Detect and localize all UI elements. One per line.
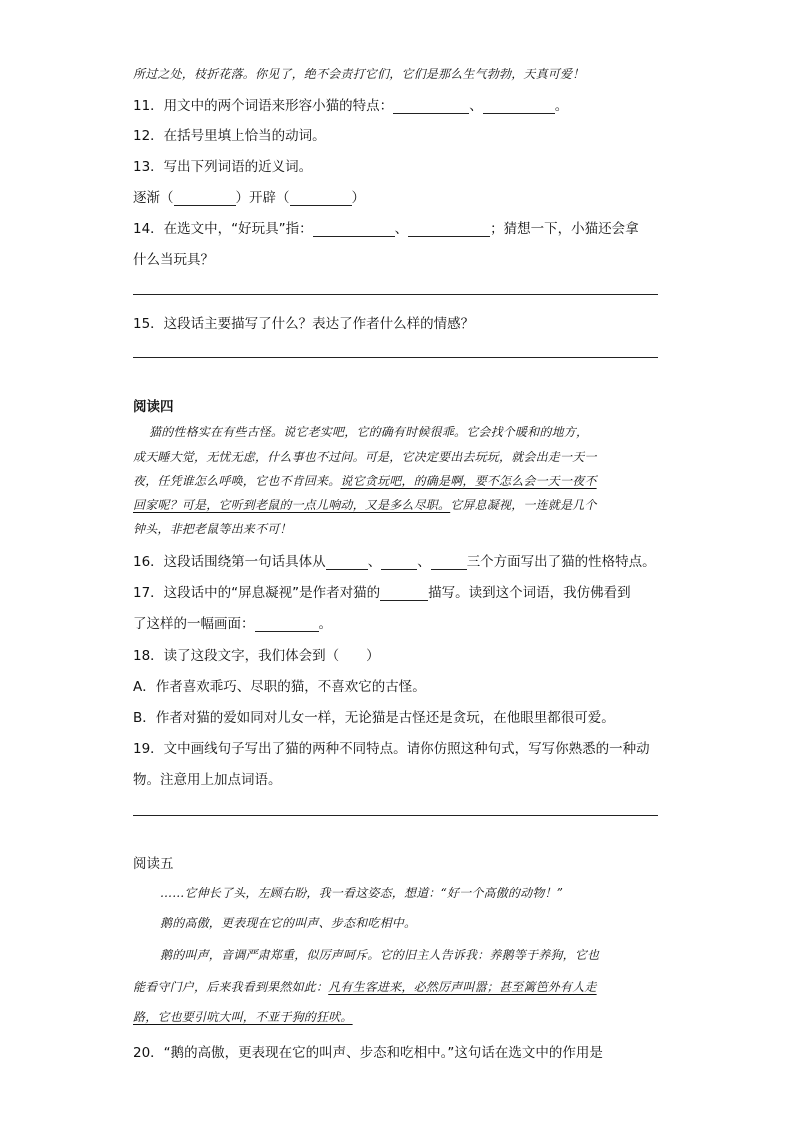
passage-text: 它屏息凝视，一连就是几个 xyxy=(450,498,597,512)
passage-text: 夜，任凭谁怎么呼唤，它也不肯回来。 xyxy=(133,474,341,488)
question-14 xyxy=(133,217,639,237)
question-18: 18．读了这段文字，我们体会到（ ） xyxy=(133,648,380,664)
separator: 、 xyxy=(394,221,409,237)
punct: 。 xyxy=(318,616,332,632)
synonym-row xyxy=(133,186,365,206)
question-20: 20．“鹅的高傲，更表现在它的叫声、步态和吃相中。”这句话在选文中的作用是 xyxy=(133,1045,603,1061)
passage-line xyxy=(133,496,597,513)
answer-blank[interactable] xyxy=(326,555,368,570)
underlined-sentence: 说它贪玩吧，的确是啊，要不怎么会一天一夜不 xyxy=(340,474,597,488)
question-16 xyxy=(133,550,656,570)
question-text: 11．用文中的两个词语来形容小猫的特点： xyxy=(133,98,394,114)
question-text: 描写。读到这个词语，我仿佛看到 xyxy=(428,585,631,601)
question-text: 17．这段话中的“屏息凝视”是作者对猫的 xyxy=(133,585,381,601)
punct: 。 xyxy=(554,98,569,114)
passage-line: 鹅的高傲，更表现在它的叫声、步态和吃相中。 xyxy=(160,916,417,930)
answer-blank[interactable] xyxy=(174,191,236,206)
answer-blank[interactable] xyxy=(380,586,428,601)
answer-line[interactable] xyxy=(133,815,658,816)
word-label: 逐渐（ xyxy=(133,190,174,206)
question-13: 13．写出下列词语的近义词。 xyxy=(133,159,313,175)
answer-blank[interactable] xyxy=(431,555,467,570)
separator: 、 xyxy=(367,554,382,570)
answer-blank[interactable] xyxy=(483,99,555,114)
question-19-line2: 物。注意用上加点词语。 xyxy=(133,772,282,788)
question-17-line2 xyxy=(133,612,332,632)
passage-line xyxy=(133,1008,353,1025)
question-17 xyxy=(133,581,631,601)
passage-line: ……它伸长了头，左顾右盼，我一看这姿态，想道：“好一个高傲的动物！” xyxy=(160,886,564,900)
question-text: 了这样的一幅画面： xyxy=(133,616,255,632)
underlined-sentence: 路，它也要引吭大叫，不亚于狗的狂吠。 xyxy=(133,1010,353,1024)
passage-line xyxy=(133,978,597,995)
answer-line[interactable] xyxy=(133,357,658,358)
question-text: ；猜想一下，小猫还会拿 xyxy=(490,221,639,237)
choice-a[interactable]: A．作者喜欢乖巧、尽职的猫，不喜欢它的古怪。 xyxy=(133,679,426,695)
separator: 、 xyxy=(469,98,483,114)
passage-line: 钟头，非把老鼠等出来不可！ xyxy=(133,522,292,536)
answer-blank[interactable] xyxy=(408,222,490,237)
answer-line[interactable] xyxy=(133,294,658,295)
answer-blank[interactable] xyxy=(381,555,417,570)
section-title: 阅读五 xyxy=(133,856,174,872)
question-text: 14．在选文中，“好玩具”指： xyxy=(133,221,313,237)
passage-line: 成天睡大觉，无忧无虑，什么事也不过问。可是，它决定要出去玩玩，就会出走一天一 xyxy=(133,450,597,464)
answer-blank[interactable] xyxy=(255,617,319,632)
question-19: 19．文中画线句子写出了猫的两种不同特点。请你仿照这种句式，写写你熟悉的一种动 xyxy=(133,741,650,757)
paren: ） xyxy=(235,190,249,206)
question-14-line2: 什么当玩具？ xyxy=(133,252,214,268)
question-text: 三个方面写出了猫的性格特点。 xyxy=(466,554,656,570)
answer-blank[interactable] xyxy=(290,191,352,206)
answer-blank[interactable] xyxy=(393,99,469,114)
paren: ） xyxy=(351,190,365,206)
question-11 xyxy=(133,94,568,114)
passage-line: 猫的性格实在有些古怪。说它老实吧，它的确有时候很乖。它会找个暖和的地方， xyxy=(149,425,589,439)
question-15: 15．这段话主要描写了什么？表达了作者什么样的情感？ xyxy=(133,316,475,332)
word-label: 开辟（ xyxy=(249,190,290,206)
passage-line xyxy=(133,472,597,489)
passage-line: 鹅的叫声，音调严肃郑重，似厉声呵斥。它的旧主人告诉我：养鹅等于养狗，它也 xyxy=(160,948,600,962)
section-title: 阅读四 xyxy=(133,399,174,415)
separator: 、 xyxy=(417,554,431,570)
underlined-sentence: 凡有生客进来，必然厉声叫嚣；甚至篱笆外有人走 xyxy=(328,980,597,994)
question-12: 12．在括号里填上恰当的动词。 xyxy=(133,128,326,144)
passage-text: 能看守门户，后来我看到果然如此： xyxy=(133,980,329,994)
choice-b[interactable]: B．作者对猫的爱如同对儿女一样，无论猫是古怪还是贪玩，在他眼里都很可爱。 xyxy=(133,710,615,726)
answer-blank[interactable] xyxy=(313,222,395,237)
question-text: 16．这段话围绕第一句话具体从 xyxy=(133,554,326,570)
underlined-sentence: 回家呢？可是，它听到老鼠的一点儿响动，又是多么尽职。 xyxy=(133,498,451,512)
passage-text: 所过之处，枝折花落。你见了，绝不会责打它们，它们是那么生气勃勃，天真可爱！ xyxy=(133,67,585,81)
